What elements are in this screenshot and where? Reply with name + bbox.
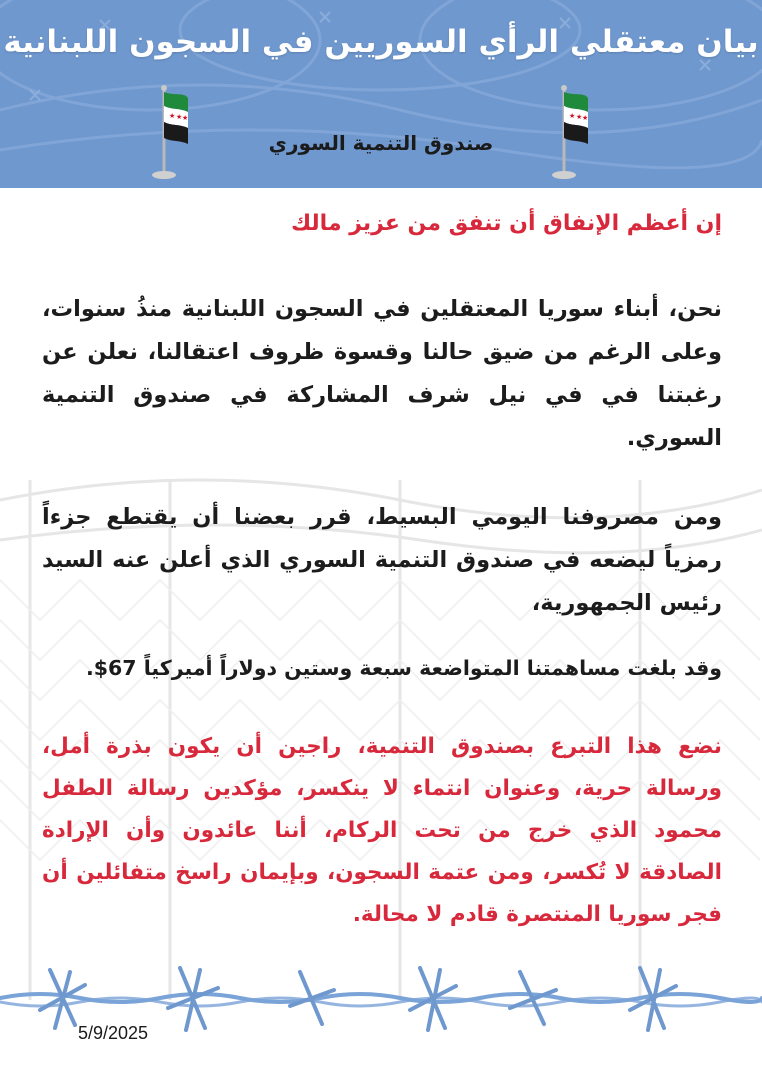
paragraph-decision: ومن مصروفنا اليومي البسيط، قرر بعضنا أن يقتطع جزءاً رمزياً ليضعه في صندوق التنمية السوري الذي أعلن عنه السيد رئيس الجمهورية،: [42, 504, 722, 616]
paragraph-amount: وقد بلغت مساهمتنا المتواضعة سبعة وستين دولاراً أميركياً 67$.: [85, 656, 722, 680]
statement-date: 5/9/2025: [78, 1023, 149, 1043]
svg-text:★: ★: [176, 113, 183, 121]
page-title: بيان معتقلي الرأي السوريين في السجون اللبنانية: [3, 24, 759, 60]
statement-body: [42, 206, 722, 927]
header-banner: [0, 0, 762, 188]
fund-name: صندوق التنمية السوري: [268, 131, 494, 155]
paragraph-message: نضع هذا التبرع بصندوق التنمية، راجين أن يكون بذرة أمل، ورسالة حرية، وعنوان انتماء لا ينكسر، مؤكدين رسالة الطفل محمود الذي خرج من تحت الركام، أننا عائدون وأن الإرادة الصادقة لا تُكسر، ومن عتمة السجون، وبإيمان راسخ متفائلين أن فجر سوريا المنتصرة قادم لا محالة.: [42, 734, 722, 927]
svg-text:★: ★: [182, 114, 189, 122]
svg-text:★: ★: [569, 112, 576, 120]
svg-text:★: ★: [576, 113, 583, 121]
paragraph-intro: نحن، أبناء سوريا المعتقلين في السجون اللبنانية منذُ سنوات، وعلى الرغم من ضيق حالنا وقسوة ظروف اعتقالنا، نعلن عن رغبتنا في في نيل شرف المشاركة في صندوق التنمية السوري.: [42, 296, 722, 451]
slogan: إن أعظم الإنفاق أن تنفق من عزيز مالك: [290, 211, 722, 236]
svg-text:★: ★: [582, 114, 589, 122]
svg-text:★: ★: [169, 112, 176, 120]
